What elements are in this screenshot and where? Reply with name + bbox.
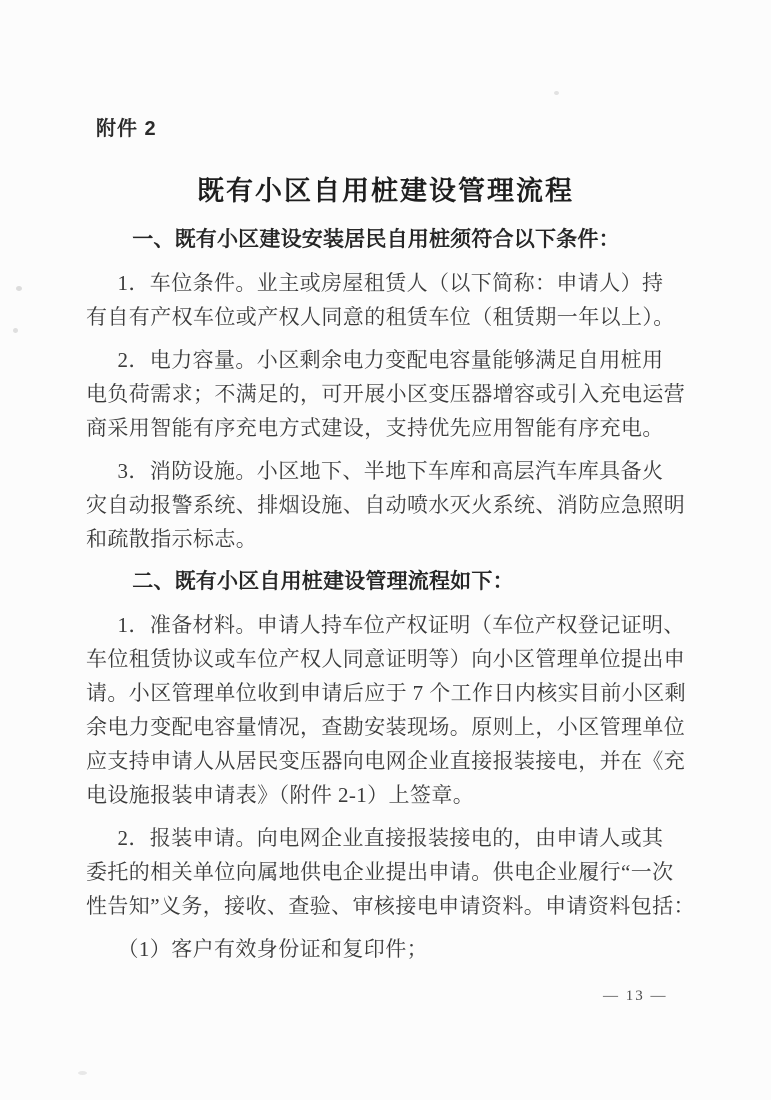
scan-speck (13, 328, 18, 333)
text-line: 灾自动报警系统、排烟设施、自动喷水灭火系统、消防应急照明 (86, 493, 686, 517)
text-line: 1．车位条件。业主或房屋租赁人（以下简称：申请人）持 (117, 271, 664, 295)
document-body (86, 214, 695, 966)
text-line: 车位租赁协议或车位产权人同意证明等）向小区管理单位提出申 (86, 647, 686, 671)
page-title: 既有小区自用桩建设管理流程 (197, 176, 574, 206)
text-line: 应支持申请人从居民变压器向电网企业直接报装接电，并在《充 (86, 749, 686, 773)
text-line: （1）客户有效身份证和复印件； (117, 937, 428, 961)
section-heading (86, 223, 686, 257)
paragraph (86, 266, 686, 334)
scan-speck (78, 1071, 87, 1075)
scan-speck (554, 91, 559, 95)
text-line: 商采用智能有序充电方式建设，支持优先应用智能有序充电。 (86, 416, 664, 440)
text-line: 一、既有小区建设安装居民自用桩须符合以下条件： (132, 228, 620, 251)
paragraph (86, 608, 686, 812)
paragraph (86, 454, 686, 556)
scan-speck (16, 286, 22, 291)
paragraph (86, 821, 695, 923)
text-line: 有自有产权车位或产权人同意的租赁车位（租赁期一年以上）。 (86, 305, 675, 329)
text-line: 请。小区管理单位收到申请后应于 7 个工作日内核实目前小区剩 (86, 681, 686, 705)
text-line: 和疏散指示标志。 (86, 527, 258, 551)
text-line: 3．消防设施。小区地下、半地下车库和高层汽车库具备火 (117, 459, 664, 483)
attachment-label: 附件 2 (96, 118, 157, 140)
paragraph (86, 932, 686, 966)
text-line: 2．报装申请。向电网企业直接报装接电的，由申请人或其 (117, 826, 664, 850)
section-heading (86, 565, 686, 599)
text-line: 二、既有小区自用桩建设管理流程如下： (132, 570, 514, 593)
text-line: 电负荷需求；不满足的，可开展小区变压器增容或引入充电运营 (86, 382, 686, 406)
text-line: 性告知”义务，接收、查验、审核接电申请资料。申请资料包括： (86, 894, 695, 918)
text-line: 电设施报装申请表》（附件 2-1）上签章。 (86, 783, 475, 807)
text-line: 1．准备材料。申请人持车位产权证明（车位产权登记证明、 (117, 613, 685, 637)
text-line: 委托的相关单位向属地供电企业提出申请。供电企业履行“一次 (86, 860, 674, 884)
page-number: — 13 — (603, 988, 668, 1004)
text-line: 余电力变配电容量情况，查勘安装现场。原则上，小区管理单位 (86, 715, 686, 739)
text-line: 2．电力容量。小区剩余电力变配电容量能够满足自用桩用 (117, 348, 664, 372)
paragraph (86, 343, 686, 445)
